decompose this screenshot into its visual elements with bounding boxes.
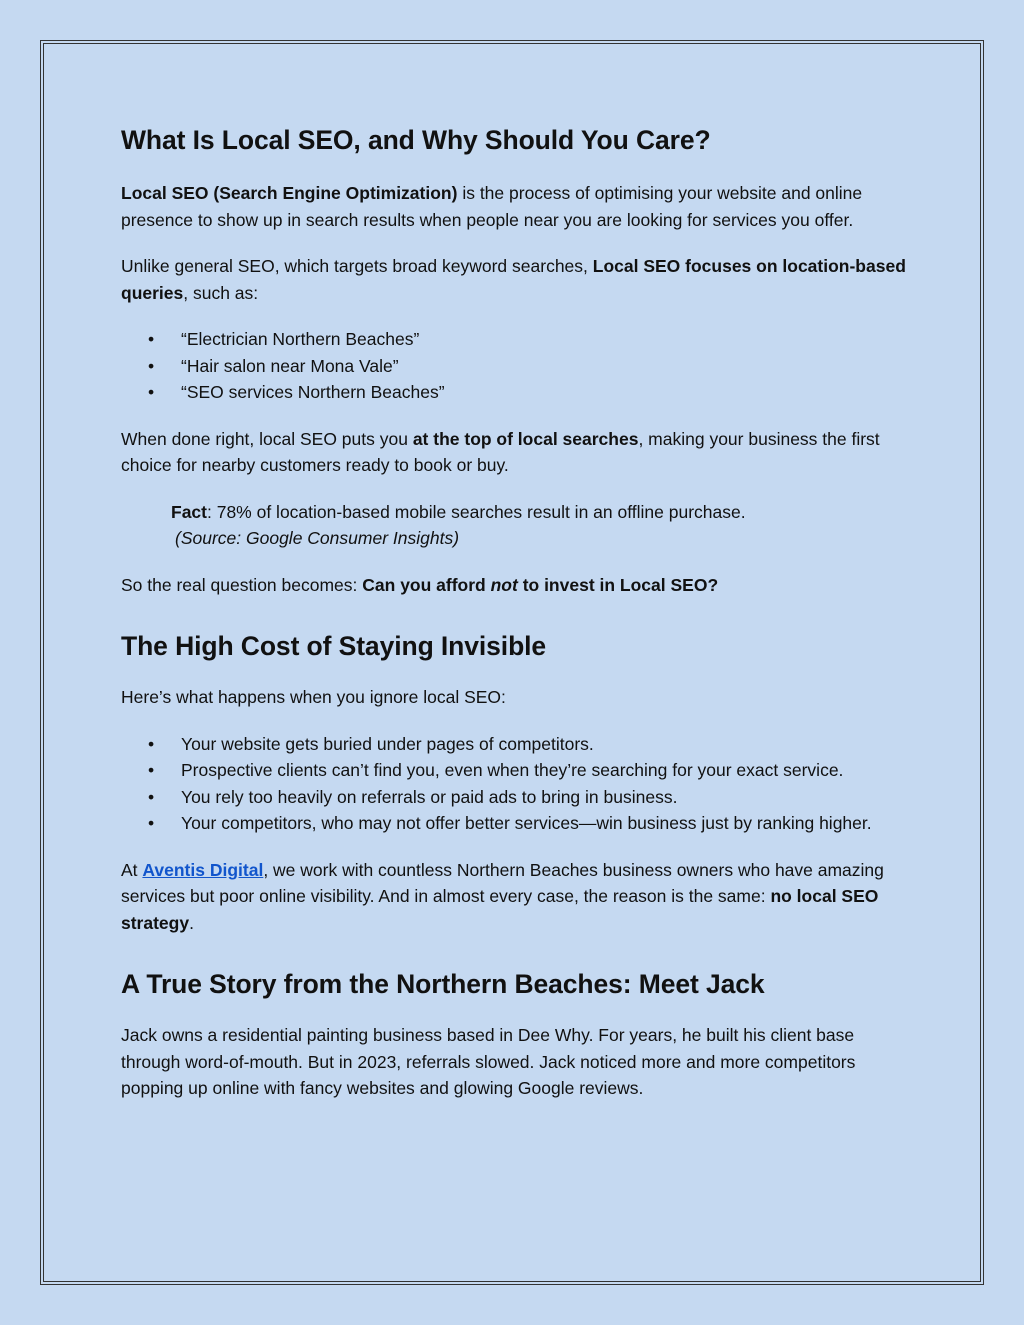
list-item: • “Electrician Northern Beaches” xyxy=(121,326,911,353)
paragraph-definition xyxy=(121,180,911,233)
fact-source: (Source: Google Consumer Insights) xyxy=(175,528,460,548)
paragraph-real-question xyxy=(121,572,911,599)
bold-text: Local SEO focuses on location-based queries xyxy=(121,256,906,303)
aventis-digital-link[interactable]: Aventis Digital xyxy=(142,859,264,880)
paragraph-unlike-general xyxy=(121,253,911,306)
fact-text: : 78% of location-based mobile searches result in an offline purchase. xyxy=(206,501,746,522)
list-item: • Your competitors, who may not offer better services—win business just by ranking higher. xyxy=(121,810,911,837)
fact-callout xyxy=(121,499,911,552)
bold-text: Can you afford xyxy=(362,574,491,595)
text: , we work with countless Northern Beaches business owners who have amazing services but poor online visibility. And in almost every case, the reason is the same: xyxy=(121,859,884,906)
text: So the real question becomes: xyxy=(121,574,363,595)
heading-what-is-local-seo: What Is Local SEO, and Why Should You Care? xyxy=(121,125,711,155)
bold-text: no local SEO strategy xyxy=(121,886,879,933)
paragraph-intro: Here’s what happens when you ignore local SEO: xyxy=(121,687,506,707)
document-content xyxy=(121,120,911,1102)
text: , making your business the first choice for nearby customers ready to book or buy. xyxy=(121,428,880,475)
text: When done right, local SEO puts you xyxy=(121,428,413,449)
paragraph-when-done-right xyxy=(121,426,911,479)
bold-text: to invest in Local SEO? xyxy=(517,574,719,595)
text: is the process of optimising your website and online presence to show up in search results when people near you are looking for services you offer. xyxy=(121,183,863,230)
paragraph-aventis xyxy=(121,857,911,937)
list-item: • Your website gets buried under pages of competitors. xyxy=(121,731,911,758)
paragraph-jack: Jack owns a residential painting business based in Dee Why. For years, he built his client base through word-of-mouth. But in 2023, referrals slowed. Jack noticed more and more competitors popping up online with fancy websites and glowing Google reviews. xyxy=(121,1025,856,1098)
bold-term: Local SEO (Search Engine Optimization) xyxy=(121,183,458,203)
text: , such as: xyxy=(183,282,259,303)
text: At xyxy=(121,859,143,880)
heading-high-cost: The High Cost of Staying Invisible xyxy=(121,631,547,661)
fact-label: Fact xyxy=(171,501,207,522)
consequences-list xyxy=(121,731,911,837)
list-item: • “SEO services Northern Beaches” xyxy=(121,379,911,406)
heading-true-story: A True Story from the Northern Beaches: Meet Jack xyxy=(121,969,765,999)
text: Unlike general SEO, which targets broad keyword searches, xyxy=(121,256,593,276)
query-examples-list xyxy=(121,326,911,406)
list-item: • “Hair salon near Mona Vale” xyxy=(121,353,911,380)
list-item: • Prospective clients can’t find you, even when they’re searching for your exact service. xyxy=(121,757,911,784)
bold-italic-text: not xyxy=(490,574,518,595)
list-item: • You rely too heavily on referrals or paid ads to bring in business. xyxy=(121,784,911,811)
bold-text: at the top of local searches xyxy=(412,428,639,449)
text: . xyxy=(189,912,194,933)
